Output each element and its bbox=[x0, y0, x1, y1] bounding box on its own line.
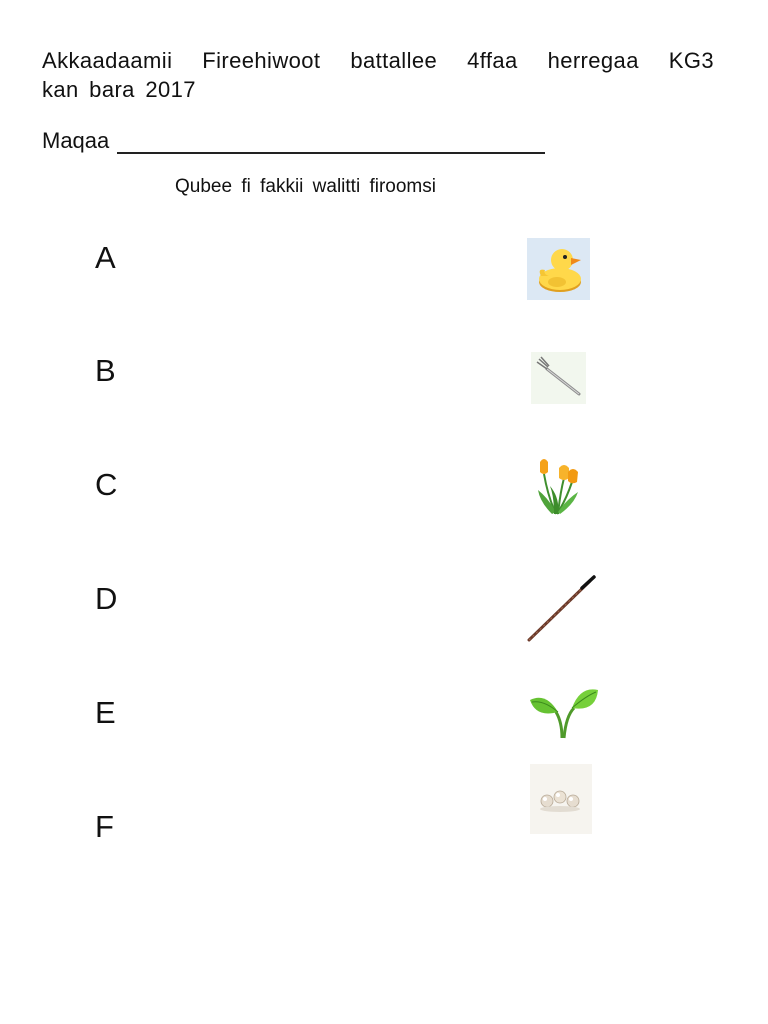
worksheet-title-line-2: kan bara 2017 bbox=[42, 77, 196, 102]
title-word: KG3 bbox=[668, 48, 714, 73]
title-word: herregaa bbox=[547, 48, 639, 73]
letter-d: D bbox=[95, 581, 118, 616]
letter-e: E bbox=[95, 695, 116, 730]
title-word: Fireehiwoot bbox=[202, 48, 321, 73]
name-label: Maqaa bbox=[42, 128, 110, 153]
name-field bbox=[42, 128, 545, 154]
pearls-icon bbox=[530, 764, 592, 834]
name-blank-line[interactable] bbox=[117, 132, 545, 154]
letter-a: A bbox=[95, 240, 116, 275]
letter-b: B bbox=[95, 353, 116, 388]
fork-icon bbox=[531, 352, 586, 404]
title-word: 4ffaa bbox=[467, 48, 518, 73]
leaves-icon bbox=[528, 686, 600, 740]
instruction-text: Qubee fi fakkii walitti firoomsi bbox=[175, 176, 436, 197]
title-word: Akkaadaamii bbox=[42, 48, 173, 73]
duck-icon bbox=[527, 238, 590, 300]
letter-c: C bbox=[95, 467, 118, 502]
tulips-icon bbox=[532, 452, 584, 516]
letter-f: F bbox=[95, 809, 114, 844]
worksheet-title-line-1 bbox=[42, 48, 714, 74]
stick-icon bbox=[524, 574, 598, 644]
title-word: battallee bbox=[350, 48, 438, 73]
